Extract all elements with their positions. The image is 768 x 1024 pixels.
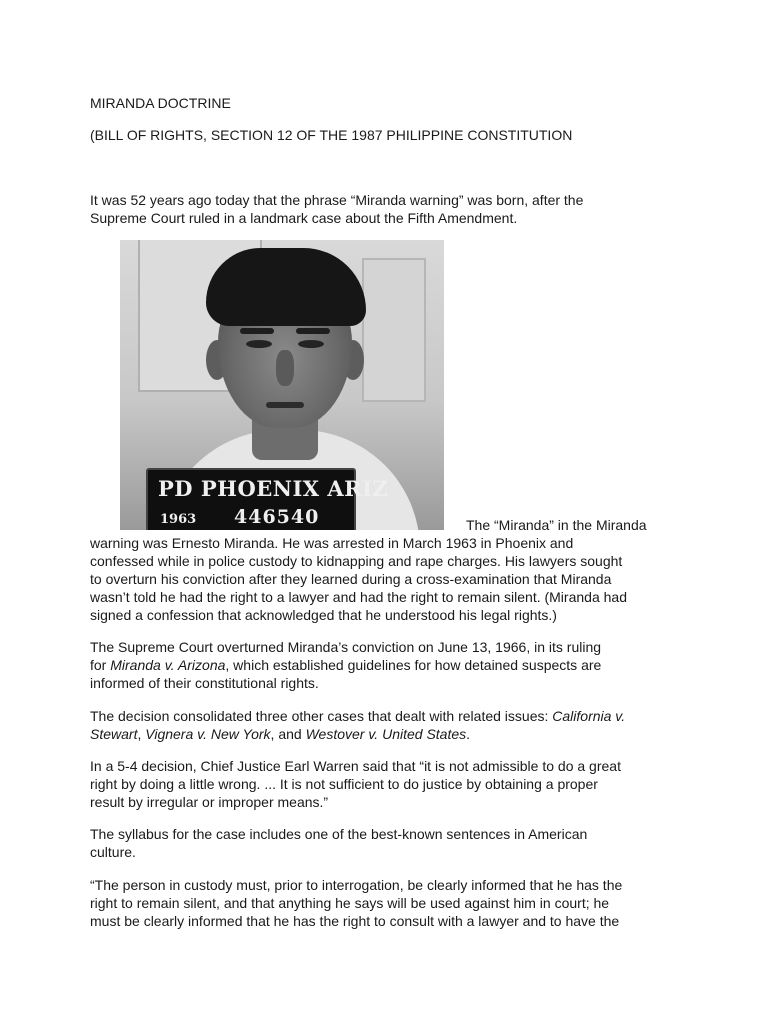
overturned-line-2-rest: , which established guidelines for how detained suspects are	[225, 657, 602, 673]
overturned-for: for	[90, 657, 111, 673]
miranda-line-2: warning was Ernesto Miranda. He was arrested in March 1963 in Phoenix and	[90, 535, 574, 551]
syllabus-paragraph	[90, 825, 670, 861]
consolidated-line-2	[90, 725, 670, 743]
document-title: MIRANDA DOCTRINE	[90, 95, 231, 111]
quote-line-3: must be clearly informed that he has the right to consult with a lawyer and to have the	[90, 913, 620, 929]
booking-placard	[146, 468, 389, 530]
miranda-line-1: The “Miranda” in the Miranda	[466, 517, 647, 533]
intro-paragraph	[90, 191, 670, 227]
placard-agency: PD PHOENIX ARIZ	[158, 476, 389, 501]
warren-line-1: In a 5-4 decision, Chief Justice Earl Warren said that “it is not admissible to do a great	[90, 758, 621, 774]
consolidated-paragraph	[90, 707, 670, 743]
warren-paragraph	[90, 757, 670, 811]
photo-mouth	[266, 402, 304, 408]
quote-line-1: “The person in custody must, prior to interrogation, be clearly informed that he has the	[90, 877, 623, 893]
warren-line-3: result by irregular or improper means.”	[90, 794, 329, 810]
overturned-line-2	[90, 656, 670, 674]
intro-line-2: Supreme Court ruled in a landmark case about the Fifth Amendment.	[90, 210, 518, 226]
mugshot-photo	[120, 240, 444, 530]
intro-line-1: It was 52 years ago today that the phrase “Miranda warning” was born, after the	[90, 192, 584, 208]
overturned-paragraph	[90, 638, 670, 692]
placard-number: 446540	[234, 506, 320, 528]
photo-eye-right	[298, 340, 324, 348]
miranda-line-3: confessed while in police custody to kidnapping and rape charges. His lawyers sought	[90, 553, 623, 569]
case-westover-v-united-states: Westover v. United States	[305, 726, 467, 742]
syllabus-line-1: The syllabus for the case includes one of the best-known sentences in American	[90, 826, 588, 842]
consolidated-line-1	[90, 707, 670, 725]
photo-door-panel	[362, 258, 426, 402]
document-subtitle: (BILL OF RIGHTS, SECTION 12 OF THE 1987 PHILIPPINE CONSTITUTION	[90, 127, 573, 143]
miranda-line-5: wasn’t told he had the right to a lawyer and had the right to remain silent. (Miranda had	[90, 589, 627, 605]
quote-paragraph	[90, 876, 670, 930]
quote-line-2: right to remain silent, and that anything he says will be used against him in court; he	[90, 895, 610, 911]
sep-2: , and	[270, 726, 306, 742]
case-vignera-v-new-york: Vignera v. New York	[145, 726, 271, 742]
miranda-line-6: signed a confession that acknowledged that he understood his legal rights.)	[90, 607, 557, 623]
case-stewart: Stewart	[90, 726, 138, 742]
syllabus-line-2: culture.	[90, 844, 136, 860]
sep-1: ,	[137, 726, 146, 742]
photo-eye-left	[246, 340, 272, 348]
overturned-line-3: informed of their constitutional rights.	[90, 675, 319, 691]
photo-brow-right	[296, 328, 330, 334]
placard-year: 1963	[160, 512, 197, 527]
warren-line-2: right by doing a little wrong. ... It is not sufficient to do justice by obtaining a proper	[90, 776, 598, 792]
photo-brow-left	[240, 328, 274, 334]
consolidated-intro: The decision consolidated three other cases that dealt with related issues:	[90, 708, 553, 724]
miranda-line-4: to overturn his conviction after they learned during a cross-examination that Miranda	[90, 571, 612, 587]
case-california-v: California v.	[552, 708, 626, 724]
photo-nose	[276, 350, 294, 386]
case-miranda-v-arizona: Miranda v. Arizona	[110, 657, 226, 673]
sentence-end: .	[466, 726, 471, 742]
overturned-line-1: The Supreme Court overturned Miranda’s conviction on June 13, 1966, in its ruling	[90, 639, 602, 655]
